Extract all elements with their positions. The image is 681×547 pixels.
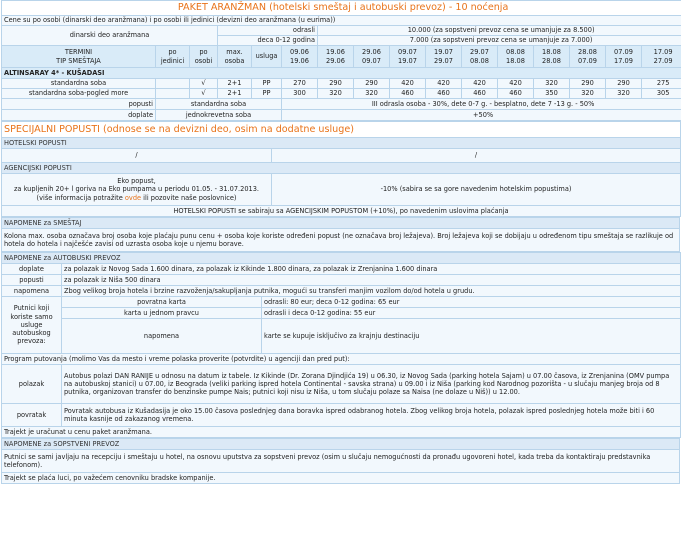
price-cell: 460 xyxy=(390,89,426,99)
special-title: SPECIJALNI POPUSTI (odnose se na devizni deo, osim na dodatne usluge) xyxy=(2,122,681,138)
date-col-10: 17.09 27.09 xyxy=(642,46,681,68)
trajekt-note: Trajekt je uračunat u cenu paket aranžmana. xyxy=(2,427,681,438)
table-header-row xyxy=(2,46,681,68)
ticket-price: odrasli: 80 eur; deca 0-12 godina: 65 eur xyxy=(262,297,681,308)
room-po-osobi: √ xyxy=(190,79,218,89)
room-po-jedinici xyxy=(156,79,190,89)
header-po-osobi: po osobi xyxy=(190,46,218,68)
date-col-4: 19.07 29.07 xyxy=(426,46,462,68)
table-row xyxy=(2,89,681,99)
price-cell: 290 xyxy=(606,79,642,89)
special-discounts xyxy=(1,121,681,217)
program-note: Program putovanja (molimo Vas da mesto i vreme polaska proverite (potvrdite) u agenciji dan pred put): xyxy=(2,354,681,365)
price-cell: 460 xyxy=(462,89,498,99)
ticket-type: napomena xyxy=(62,319,262,354)
prevoz-doplate-label: doplate xyxy=(2,264,62,275)
ticket-type: karta u jednom pravcu xyxy=(62,308,262,319)
header-max-osoba: max. osoba xyxy=(218,46,252,68)
smestaj-notes xyxy=(1,217,680,252)
popusti-text: III odrasla osoba - 30%, dete 0-7 g. - besplatno, dete 7 -13 g. - 50% xyxy=(282,99,681,110)
room-po-jedinici xyxy=(156,89,190,99)
price-cell: 420 xyxy=(498,79,534,89)
room-po-osobi: √ xyxy=(190,89,218,99)
prevoz-doplate-text: za polazak iz Novog Sada 1.600 dinara, za polazak iz Kikinde 1.800 dinara, za polazak iz Zrenjanina 1.600 dinara xyxy=(62,264,681,275)
doplate-label: doplate xyxy=(2,110,156,121)
eko-line-3-pre: (više informacija potražite xyxy=(36,193,125,202)
date-col-5: 29.07 08.08 xyxy=(462,46,498,68)
room-type: standardna soba-pogled more xyxy=(2,89,156,99)
dinar-who-children: deca 0-12 godina xyxy=(218,36,318,46)
prevoz-napomena-label: napomena xyxy=(2,286,62,297)
bus-only-label: Putnici koji koriste samo usluge autobuskog prevoza: xyxy=(2,297,62,354)
page-title: PAKET ARANŽMAN (hotelski smeštaj i autobuski prevoz) - 10 noćenja xyxy=(2,1,681,16)
price-cell: 300 xyxy=(282,89,318,99)
price-cell: 350 xyxy=(534,89,570,99)
hotel-name: ALTINSARAY 4* - KUŠADASI xyxy=(2,68,681,79)
room-max: 2+1 xyxy=(218,79,252,89)
price-cell: 305 xyxy=(642,89,681,99)
ticket-price: odrasli i deca 0-12 godina: 55 eur xyxy=(262,308,681,319)
date-col-7: 18.08 28.08 xyxy=(534,46,570,68)
price-cell: 270 xyxy=(282,79,318,89)
eko-info-link[interactable]: ovde xyxy=(124,193,142,202)
price-cell: 320 xyxy=(318,89,354,99)
doplate-text: +50% xyxy=(282,110,681,121)
price-table xyxy=(1,0,681,121)
agency-heading: AGENCIJSKI POPUSTI xyxy=(2,163,681,174)
price-cell: 420 xyxy=(462,79,498,89)
hotel-popusti-heading: HOTELSKI POPUSTI xyxy=(2,138,681,149)
eko-line-3-post: ili pozovite naše poslovnice) xyxy=(141,193,237,202)
doplate-room: jednokrevetna soba xyxy=(156,110,282,121)
date-col-1: 19.06 29.06 xyxy=(318,46,354,68)
date-col-2: 29.06 09.07 xyxy=(354,46,390,68)
eko-popust xyxy=(2,174,272,206)
price-cell: 320 xyxy=(534,79,570,89)
price-cell: 320 xyxy=(570,89,606,99)
price-cell: 320 xyxy=(606,89,642,99)
dinar-part-label: dinarski deo aranžmana xyxy=(2,26,218,46)
room-type: standardna soba xyxy=(2,79,156,89)
price-cell: 290 xyxy=(318,79,354,89)
document xyxy=(1,0,680,484)
table-row xyxy=(2,79,681,89)
prevoz-napomena-text: Zbog velikog broja hotela i brzine razvoženja/sakupljanja putnika, mogući su transferi manjim vozilom do/od hotela u grudu. xyxy=(62,286,681,297)
eko-value: -10% (sabira se sa gore navedenim hotelskim popustima) xyxy=(272,174,681,206)
eko-line-2: za kupljenih 20+ l goriva na Eko pumpama u periodu 01.05. - 31.07.2013. xyxy=(13,185,260,194)
date-col-6: 08.08 18.08 xyxy=(498,46,534,68)
combine-note: HOTELSKI POPUSTI se sabiraju sa AGENCIJSKIM POPUSTOM (+10%), po navedenim uslovima plaćanja xyxy=(2,206,681,217)
room-usluga: PP xyxy=(252,89,282,99)
header-termini-tip: TERMINI TIP SMEŠTAJA xyxy=(2,46,156,68)
price-note: Cene su po osobi (dinarski deo aranžmana) i po osobi ili jedinici (devizni deo aranžmana (u eurima)) xyxy=(2,16,681,26)
hotel-popust-empty-1: / xyxy=(2,149,272,163)
date-col-3: 09.07 19.07 xyxy=(390,46,426,68)
price-cell: 460 xyxy=(426,89,462,99)
sopstveni-notes xyxy=(1,438,680,484)
sopstveni-heading: NAPOMENE za SOPSTVENI PREVOZ xyxy=(2,439,680,450)
sopstveni-trajekt: Trajekt se plaća luci, po važećem cenovniku bradske kompanije. xyxy=(2,473,680,484)
polazak-text: Autobus polazi DAN RANIJE u odnosu na datum iz tabele. Iz Kikinde (Dr. Zorana Djindjića 19) u 06.30, iz Novog Sada (parking hotela Sajam) u 07.00 časova, iz Zrenjanina (OMV pumpa na autobuskoj stanici) u 07.00, iz Beograda (veliki parking ispred hotela Continental - savska strana) u 09.00 i iz Niša (parking kod Narodnog pozorišta - u slučaju manjeg broja od 8 putnika, organizovan transfer do benzinske pumpe Nais; putnici koji nisu iz Niša, u tom slučaju polaze sa Naisa (ne dolaze u Niš)) u 12.00. xyxy=(62,365,681,404)
price-cell: 275 xyxy=(642,79,681,89)
price-cell: 460 xyxy=(498,89,534,99)
price-cell: 290 xyxy=(354,79,390,89)
date-col-0: 09.06 19.06 xyxy=(282,46,318,68)
price-cell: 420 xyxy=(390,79,426,89)
price-cell: 290 xyxy=(570,79,606,89)
header-usluga: usluga xyxy=(252,46,282,68)
povratak-label: povratak xyxy=(2,404,62,427)
room-usluga: PP xyxy=(252,79,282,89)
price-cell: 320 xyxy=(354,89,390,99)
prevoz-popusti-label: popusti xyxy=(2,275,62,286)
prevoz-notes xyxy=(1,252,681,438)
date-col-8: 28.08 07.09 xyxy=(570,46,606,68)
price-cell: 420 xyxy=(426,79,462,89)
smestaj-heading: NAPOMENE za SMEŠTAJ xyxy=(2,218,680,229)
prevoz-heading: NAPOMENE za AUTOBUSKI PREVOZ xyxy=(2,253,681,264)
povratak-text: Povratak autobusa iz Kušadasija je oko 15.00 časova poslednjeg dana boravka ispred odabranog hotela. Zbog velikog broja hotela, polazak ispred poslednjeg hotela može biti i 60 minuta kasnije od zakazanog vremena. xyxy=(62,404,681,427)
dinar-price-adults: 10.000 (za sopstveni prevoz cena se umanjuje za 8.500) xyxy=(318,26,681,36)
ticket-note: karte se kupuje isključivo za krajnju destinaciju xyxy=(262,319,681,354)
smestaj-text: Kolona max. osoba označava broj osoba koje plaćaju punu cenu + osoba koje koriste određeni popust (ne označava broj ležajeva). Broj ležajeva koji se dobijaju u određenom tipu smeštaja se razlikuje od hotela do hotela i najčešće zavisi od uzrasta osoba koje u njemu borave. xyxy=(2,229,680,252)
ticket-type: povratna karta xyxy=(62,297,262,308)
dinar-who-adults: odrasli xyxy=(218,26,318,36)
popusti-label: popusti xyxy=(2,99,156,110)
prevoz-popusti-text: za polazak iz Niša 500 dinara xyxy=(62,275,681,286)
hotel-popust-empty-2: / xyxy=(272,149,681,163)
polazak-label: polazak xyxy=(2,365,62,404)
popusti-room: standardna soba xyxy=(156,99,282,110)
date-col-9: 07.09 17.09 xyxy=(606,46,642,68)
header-po-jedinici: po jedinici xyxy=(156,46,190,68)
eko-line-1: Eko popust, xyxy=(117,177,156,186)
room-max: 2+1 xyxy=(218,89,252,99)
dinar-price-children: 7.000 (za sopstveni prevoz cena se umanjuje za 7.000) xyxy=(318,36,681,46)
sopstveni-text: Putnici se sami javljaju na recepciju i smeštaju u hotel, na osnovu uputstva za sopstveni prevoz (osim u slučaju nemogućnosti da pronađu ugovoreni hotel, kada treba da kontaktiraju predstavnika telefonom). xyxy=(2,450,680,473)
